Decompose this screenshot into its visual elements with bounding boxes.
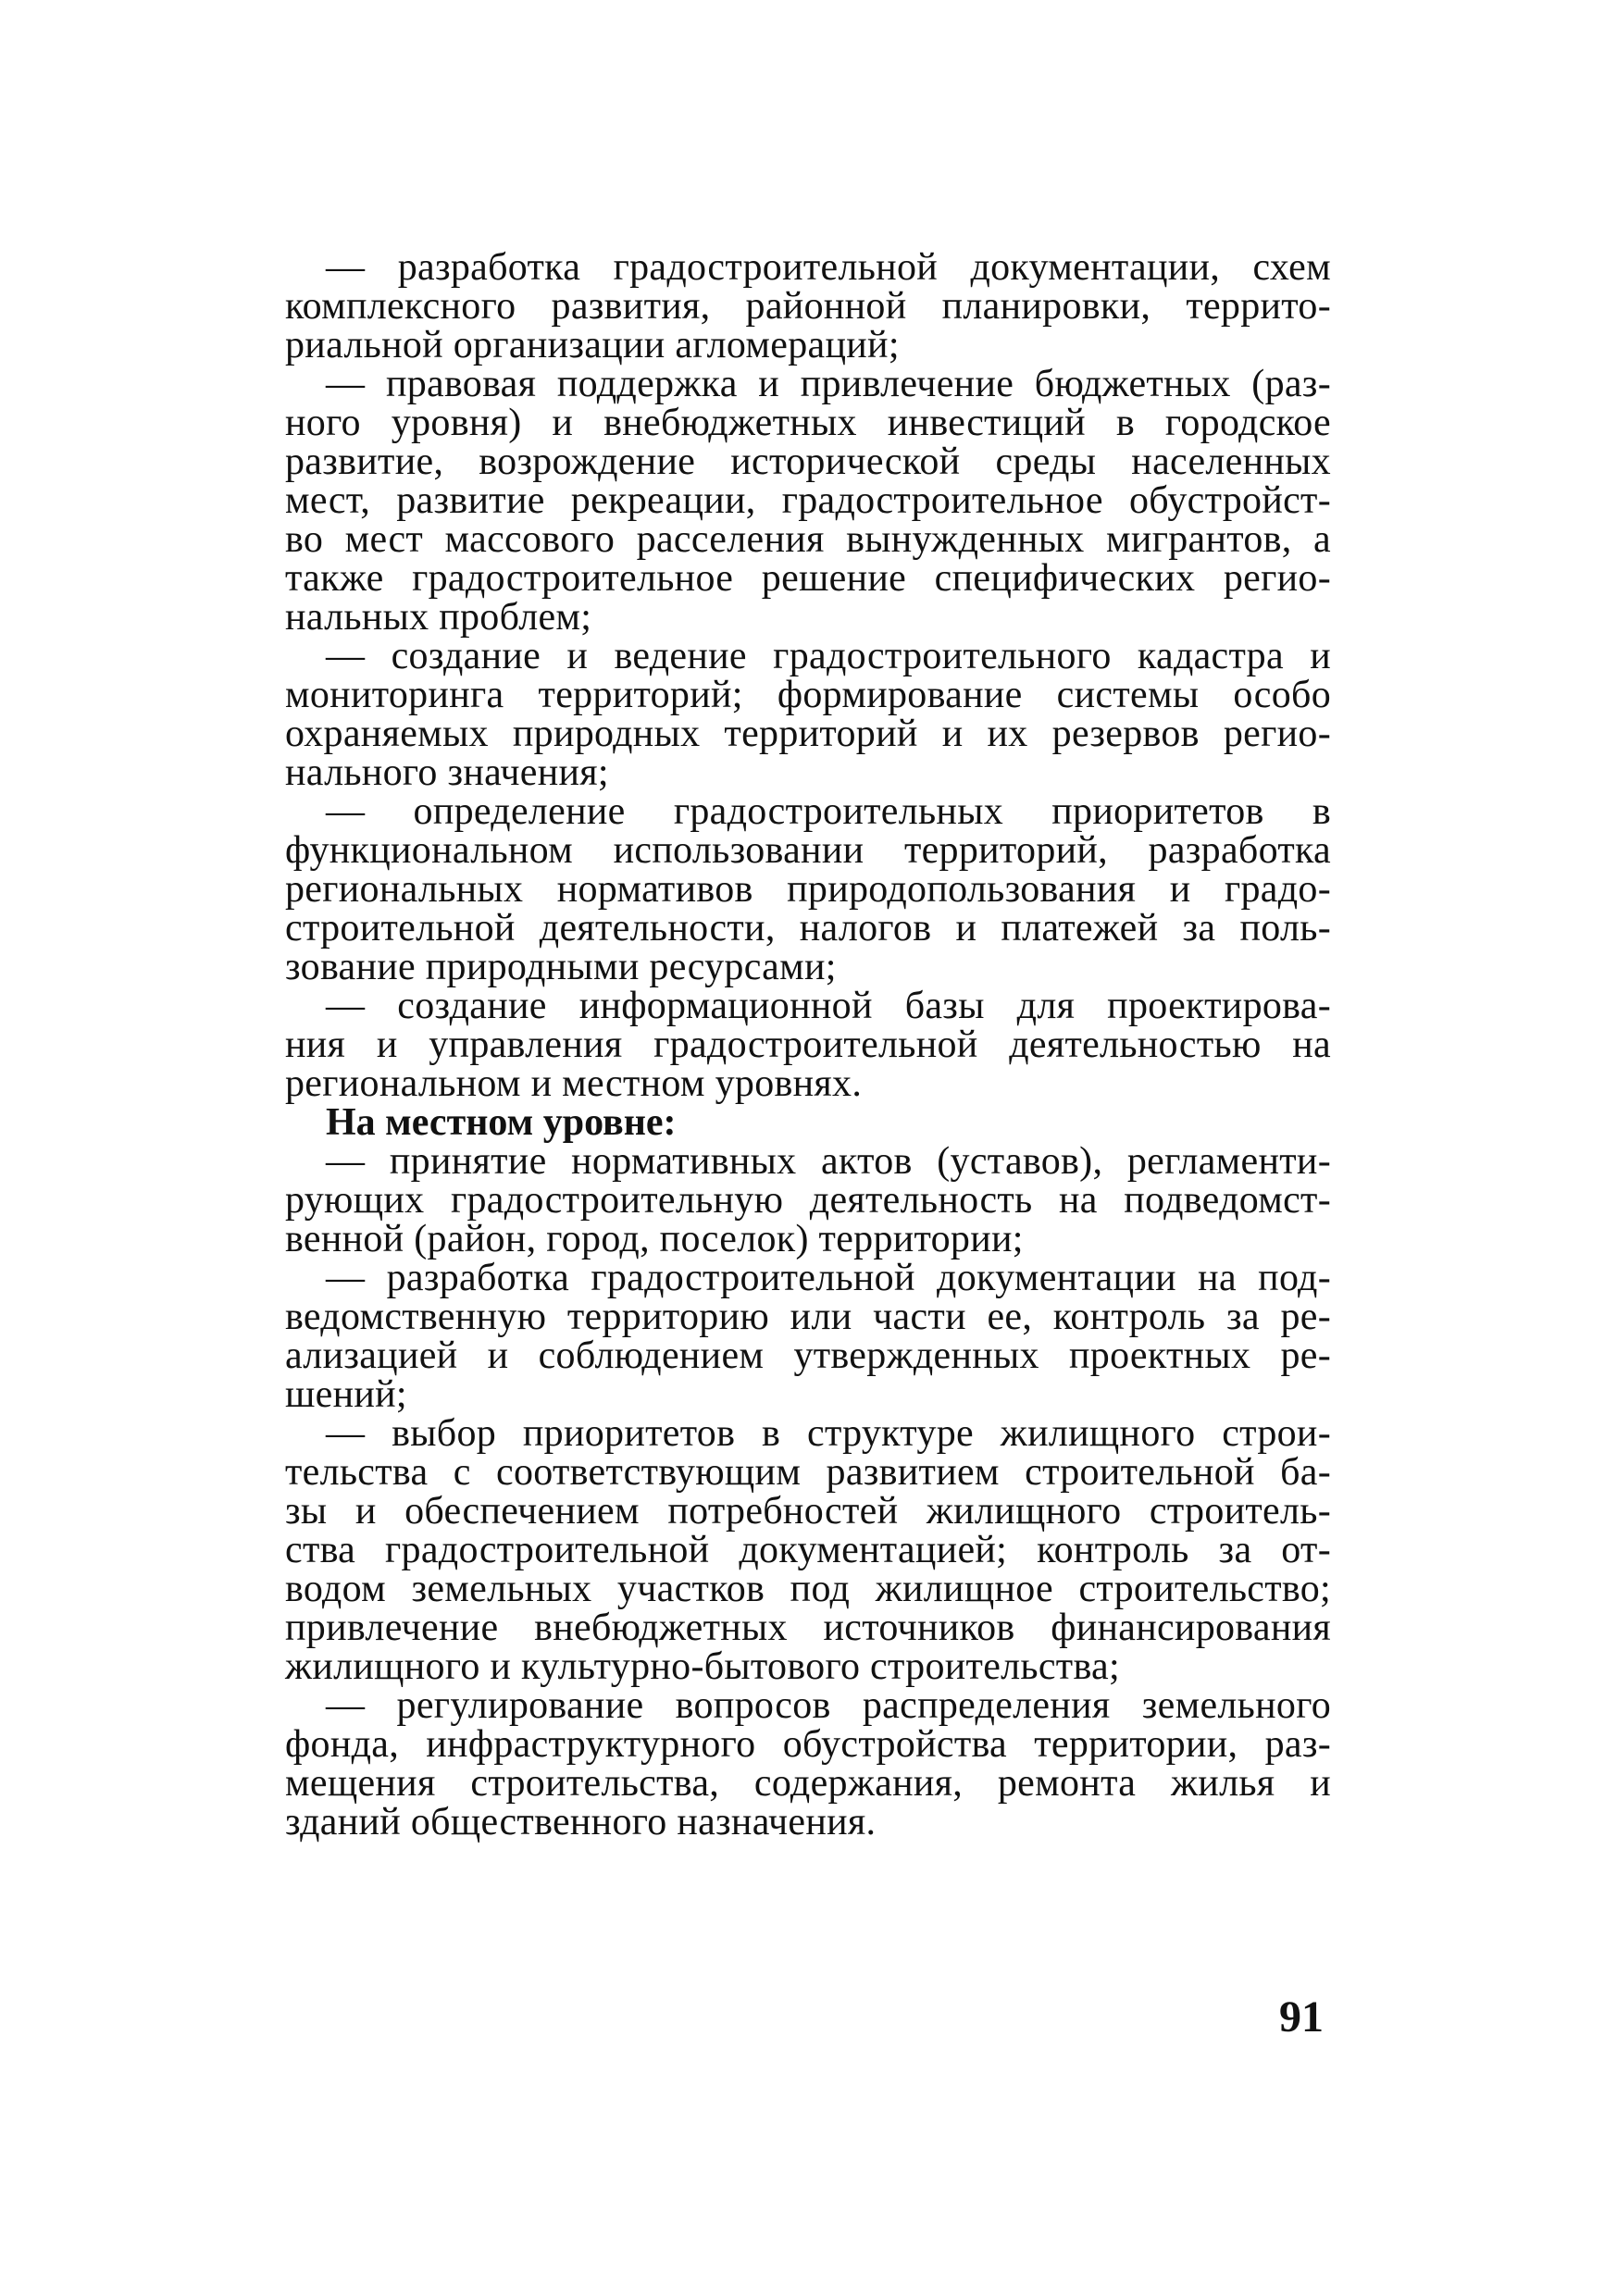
text-line: тельства с соответствующим развитием строительной ба- xyxy=(285,1451,1331,1494)
paragraph-2 xyxy=(285,365,1331,637)
text-line: — разработка градостроительной документации на под- xyxy=(326,1257,1331,1299)
text-line: строительной деятельности, налогов и платежей за поль- xyxy=(285,907,1331,949)
paragraph-5 xyxy=(285,987,1331,1103)
text-line: комплексного развития, районной планировки, террито- xyxy=(285,285,1331,328)
paragraph-1 xyxy=(285,248,1331,365)
text-line: ства градостроительной документацией; контроль за от- xyxy=(285,1529,1331,1571)
text-line: нального значения; xyxy=(285,751,609,794)
page-body xyxy=(285,248,1331,1842)
text-line: охраняемых природных территорий и их резервов регио- xyxy=(285,713,1331,755)
paragraph-8 xyxy=(285,1414,1331,1686)
text-line: региональных нормативов природопользования и градо- xyxy=(285,868,1331,911)
text-line: рующих градостроительную деятельность на подведомст- xyxy=(285,1179,1331,1222)
text-line: развитие, возрождение исторической среды населенных xyxy=(285,441,1331,483)
text-line: — разработка градостроительной документации, схем xyxy=(326,246,1331,289)
text-line: зование природными ресурсами; xyxy=(285,946,837,988)
text-line: жилищного и культурно-бытового строительства; xyxy=(285,1645,1120,1688)
text-line: шений; xyxy=(285,1373,407,1416)
text-line: водом земельных участков под жилищное строительство; xyxy=(285,1568,1331,1610)
text-line: — регулирование вопросов распределения земельного xyxy=(326,1684,1331,1727)
text-line: привлечение внебюджетных источников финансирования xyxy=(285,1607,1331,1649)
text-line: фонда, инфраструктурного обустройства территории, раз- xyxy=(285,1723,1331,1766)
section-heading: На местном уровне: xyxy=(326,1101,677,1144)
paragraph-7 xyxy=(285,1259,1331,1414)
text-line: мониторинга территорий; формирование системы особо xyxy=(285,674,1331,716)
page-number: 91 xyxy=(1279,1992,1324,2042)
text-line: мещения строительства, содержания, ремонта жилья и xyxy=(285,1762,1331,1805)
paragraph-3 xyxy=(285,637,1331,792)
text-line: венной (район, город, поселок) территории; xyxy=(285,1218,1024,1260)
text-line: — выбор приоритетов в структуре жилищного строи- xyxy=(326,1412,1331,1455)
text-line: зданий общественного назначения. xyxy=(285,1801,877,1843)
text-line: ного уровня) и внебюджетных инвестиций в городское xyxy=(285,402,1331,444)
text-line: во мест массового расселения вынужденных мигрантов, а xyxy=(285,518,1331,561)
text-line: мест, развитие рекреации, градостроительное обустройст- xyxy=(285,479,1331,522)
text-line: — принятие нормативных актов (уставов), регламенти- xyxy=(326,1140,1331,1183)
text-line: нальных проблем; xyxy=(285,596,592,639)
text-line: функциональном использовании территорий, разработка xyxy=(285,829,1331,872)
paragraph-9 xyxy=(285,1686,1331,1842)
text-line: — создание информационной базы для проектирова- xyxy=(326,985,1331,1027)
text-line: ведомственную территорию или части ее, контроль за ре- xyxy=(285,1296,1331,1338)
text-line: ния и управления градостроительной деятельностью на xyxy=(285,1024,1331,1066)
text-line: также градостроительное решение специфических регио- xyxy=(285,557,1331,600)
text-line: зы и обеспечением потребностей жилищного строитель- xyxy=(285,1490,1331,1533)
text-line: — правовая поддержка и привлечение бюджетных (раз- xyxy=(326,363,1331,405)
text-line: — определение градостроительных приоритетов в xyxy=(326,790,1331,833)
text-line: региональном и местном уровнях. xyxy=(285,1062,863,1105)
text-line: — создание и ведение градостроительного кадастра и xyxy=(326,635,1331,677)
text-line: риальной организации агломераций; xyxy=(285,324,900,366)
text-line: ализацией и соблюдением утвержденных проектных ре- xyxy=(285,1334,1331,1377)
paragraph-4 xyxy=(285,792,1331,987)
paragraph-6 xyxy=(285,1142,1331,1259)
